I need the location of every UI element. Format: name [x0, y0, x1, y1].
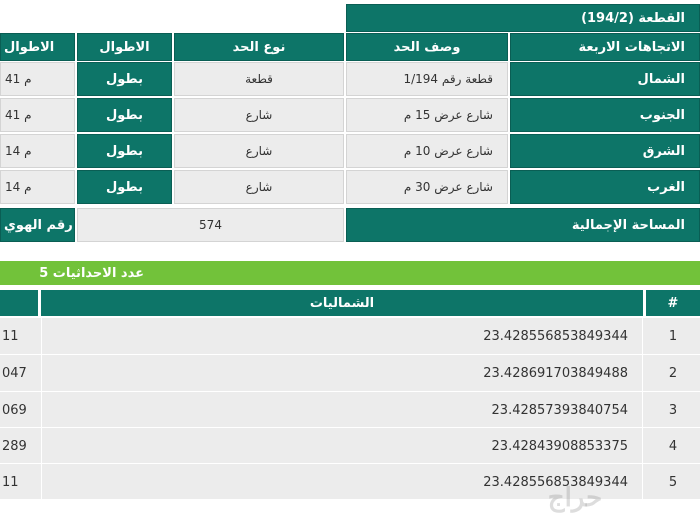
coords-header-east: [0, 290, 38, 316]
coordinates-count: عدد الاحداثيات 5: [0, 261, 700, 285]
header-lengths-cut: الاطوال: [0, 33, 75, 61]
length-label-east: بطول: [77, 134, 172, 168]
coords-header-north: الشماليات: [41, 290, 643, 316]
coord-index: 1: [668, 329, 678, 344]
header-description: وصف الحد: [346, 33, 508, 61]
total-area-value: 574: [77, 208, 344, 242]
length-label-west: بطول: [77, 170, 172, 204]
type-east: شارع: [174, 134, 344, 168]
description-north: قطعة رقم 1/194: [346, 62, 508, 96]
length-label-north: بطول: [77, 62, 172, 96]
coord-north: 23.428556853849344: [41, 464, 643, 500]
length-east: 14 م: [0, 134, 75, 168]
coord-east: 289: [2, 438, 27, 454]
coord-index: 5: [668, 474, 678, 490]
coord-index: 2: [668, 366, 678, 381]
id-number-label: رقم الهوي: [0, 208, 75, 242]
description-south: شارع عرض 15 م: [346, 98, 508, 132]
coord-east: 11: [2, 474, 19, 490]
plot-title: القطعة (194/2): [346, 4, 700, 32]
direction-west: الغرب: [510, 170, 700, 204]
header-directions: الاتجاهات الاربعة: [510, 33, 700, 61]
coord-east: 047: [2, 366, 27, 381]
header-lengths: الاطوال: [77, 33, 172, 61]
header-boundary-type: نوع الحد: [174, 33, 344, 61]
type-west: شارع: [174, 170, 344, 204]
coord-north: 23.42843908853375: [41, 428, 643, 464]
length-label-south: بطول: [77, 98, 172, 132]
type-north: قطعة: [174, 62, 344, 96]
coord-east: 11: [2, 329, 19, 344]
coord-north: 23.428691703849488: [41, 355, 643, 392]
type-south: شارع: [174, 98, 344, 132]
watermark-logo: حراج: [547, 483, 603, 513]
length-west: 14 م: [0, 170, 75, 204]
length-north: 41 م: [0, 62, 75, 96]
coord-index: 4: [668, 438, 678, 454]
coord-north: 23.428556853849344: [41, 318, 643, 355]
direction-east: الشرق: [510, 134, 700, 168]
direction-south: الجنوب: [510, 98, 700, 132]
length-south: 41 م: [0, 98, 75, 132]
description-west: شارع عرض 30 م: [346, 170, 508, 204]
description-east: شارع عرض 10 م: [346, 134, 508, 168]
coord-north: 23.42857393840754: [41, 392, 643, 428]
coord-index: 3: [668, 402, 678, 418]
coord-east: 069: [2, 402, 27, 418]
total-area-label: المساحة الإجمالية: [346, 208, 700, 242]
coords-header-index: #: [646, 290, 700, 316]
direction-north: الشمال: [510, 62, 700, 96]
